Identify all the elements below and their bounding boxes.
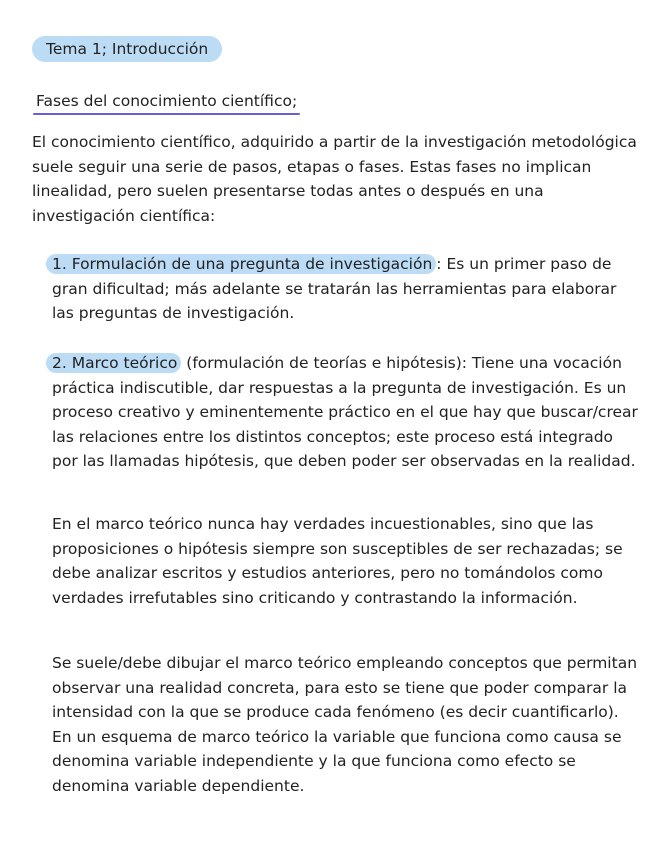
- section-heading: [36, 90, 297, 112]
- topic-label-text: Tema 1; Introducción: [46, 40, 209, 58]
- list-item-1-body: : Es un primer paso de gran dificultad; más adelante se tratarán las herramientas para elaborar las preguntas de investigación.: [52, 255, 617, 323]
- topic-label: [32, 36, 222, 62]
- marco-paragraph-1: En el marco teórico nunca hay verdades incuestionables, sino que las proposiciones o hipótesis siempre son susceptibles de ser rechazadas; se debe analizar escritos y estudios anteriores, pero no tomándolos como verdades irrefutables sino criticando y contrastando la información.: [52, 515, 623, 607]
- list-item-2-title: 2. Marco teórico: [46, 353, 181, 373]
- list-item-1: [52, 252, 642, 326]
- marco-paragraph-2: Se suele/debe dibujar el marco teórico empleando conceptos que permitan observar una realidad concreta, para esto se tiene que poder comparar la intensidad con la que se produce cada fenómeno (es decir cuantificarlo). En un esquema de marco teórico la variable que funciona como causa se denomina variable independiente y la que funciona como efecto se denomina variable dependiente.: [52, 654, 638, 795]
- intro-paragraph: El conocimiento científico, adquirido a partir de la investigación metodológica suele seguir una serie de pasos, etapas o fases. Estas fases no implican linealidad, pero suelen presentarse todas antes o después en una investigación científica:: [32, 133, 637, 225]
- section-heading-text: Fases del conocimiento científico;: [36, 92, 298, 110]
- list-item-2: [52, 351, 642, 474]
- heading-underline: [33, 113, 300, 115]
- list-item-1-title: 1. Formulación de una pregunta de investigación: [46, 254, 436, 274]
- list-item-2-body: (formulación de teorías e hipótesis): Tiene una vocación práctica indiscutible, dar respuestas a la pregunta de investigación. Es un proceso creativo y eminentemente práctico en el que hay que buscar/crear las relaciones entre los distintos conceptos; este proceso está integrado por las llamadas hipótesis, que deben poder ser observadas en la realidad.: [52, 354, 638, 471]
